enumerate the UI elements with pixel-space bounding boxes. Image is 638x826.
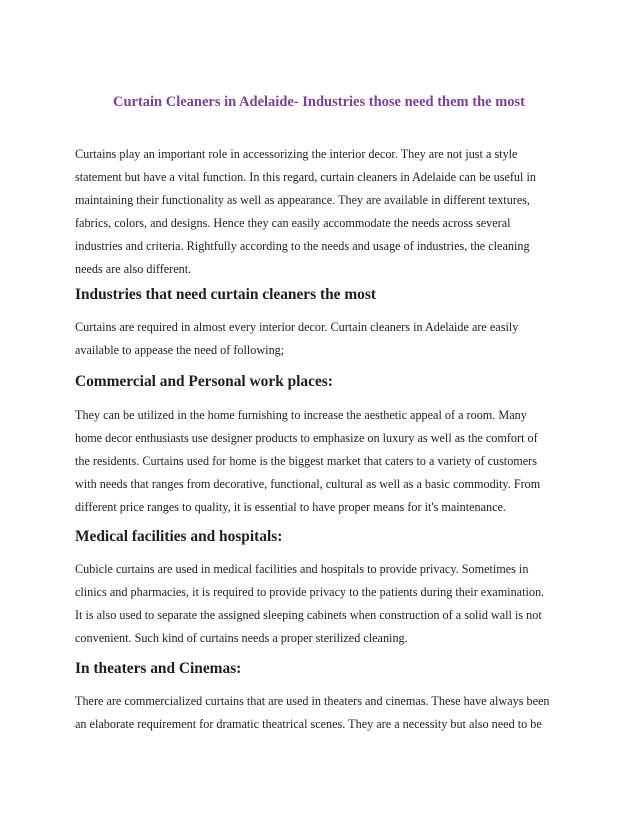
section-heading-medical: Medical facilities and hospitals:: [75, 528, 283, 545]
text-line: fabrics, colors, and designs. Hence they can easily accommodate the needs across several: [75, 216, 511, 231]
text-line: Curtains are required in almost every interior decor. Curtain cleaners in Adelaide are easily: [75, 320, 519, 334]
section-paragraph-commercial: [75, 404, 580, 519]
text-line: statement but have a vital function. In this regard, curtain cleaners in Adelaide can be useful in: [75, 170, 536, 185]
text-line: Curtains play an important role in accessorizing the interior decor. They are not just a style: [75, 147, 518, 161]
intro-paragraph: [75, 143, 580, 282]
section-paragraph-theaters: [75, 690, 580, 736]
text-line: available to appease the need of following;: [75, 343, 285, 358]
text-line: with needs that ranges from decorative, functional, cultural as well as a basic commodity. From: [75, 477, 541, 492]
text-line: There are commercialized curtains that are used in theaters and cinemas. These have always been: [75, 694, 550, 708]
text-line: It is also used to separate the assigned sleeping cabinets when construction of a solid wall is not: [75, 608, 542, 623]
section-heading-industries: Industries that need curtain cleaners the most: [75, 286, 376, 303]
document-title: Curtain Cleaners in Adelaide- Industries those need them the most: [112, 94, 526, 110]
text-line: needs are also different.: [75, 262, 192, 277]
text-line: home decor enthusiasts use designer products to emphasize on luxury as well as the comfort of: [75, 431, 538, 446]
text-line: They can be utilized in the home furnishing to increase the aesthetic appeal of a room. Many: [75, 408, 527, 422]
text-line: different price ranges to quality, it is essential to have proper means for it's maintenance.: [75, 500, 506, 515]
section-heading-commercial: Commercial and Personal work places:: [75, 373, 333, 390]
text-line: an elaborate requirement for dramatic theatrical scenes. They are a necessity but also need to be: [75, 717, 542, 732]
text-line: the residents. Curtains used for home is the biggest market that caters to a variety of customers: [75, 454, 537, 469]
section-paragraph-medical: [75, 558, 580, 650]
text-line: Cubicle curtains are used in medical facilities and hospitals to provide privacy. Sometimes in: [75, 562, 529, 576]
text-line: maintaining their functionality as well as appearance. They are available in different textures,: [75, 193, 531, 208]
text-line: clinics and pharmacies, it is required to provide privacy to the patients during their examination.: [75, 585, 545, 600]
section-paragraph-industries: [75, 316, 580, 362]
text-line: convenient. Such kind of curtains needs a proper sterilized cleaning.: [75, 631, 408, 646]
section-heading-theaters: In theaters and Cinemas:: [75, 660, 242, 677]
text-line: industries and criteria. Rightfully according to the needs and usage of industries, the cleaning: [75, 239, 530, 254]
